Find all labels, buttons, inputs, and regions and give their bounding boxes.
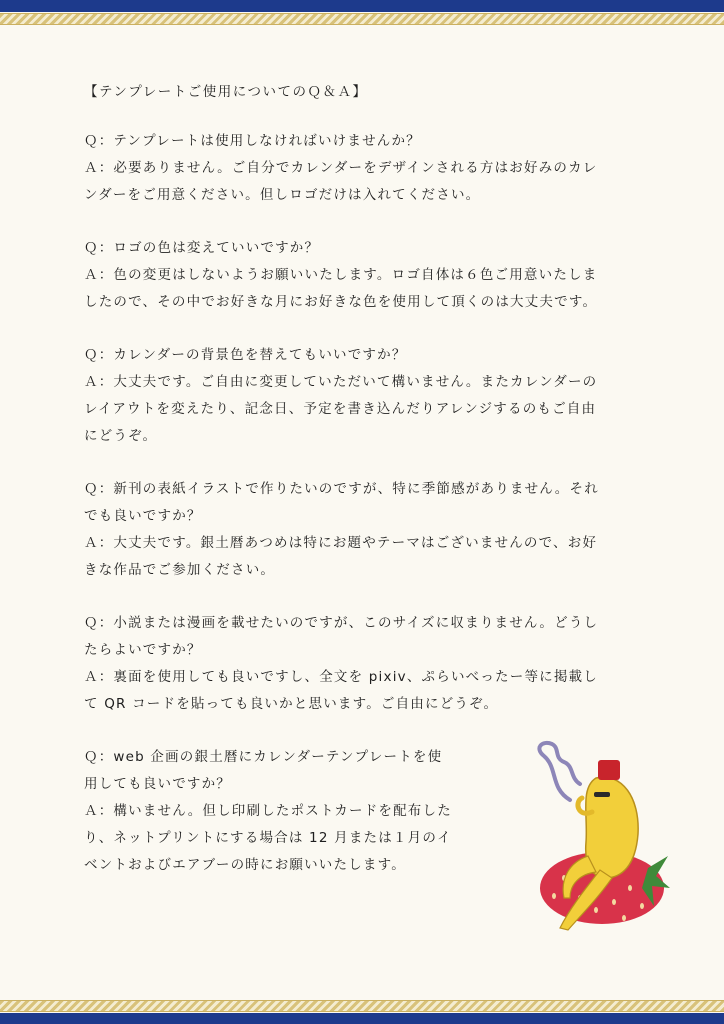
top-navy-band xyxy=(0,0,724,12)
qa-block-4 xyxy=(84,476,644,584)
qa-line: Ｑ：web 企画の銀土暦にカレンダーテンプレートを使 xyxy=(84,749,443,765)
qa-line: Ｑ：新刊の表紙イラストで作りたいのですが、特に季節感がありません。それ xyxy=(84,481,599,497)
page-title: 【テンプレートご使用についてのＱ＆Ａ】 xyxy=(84,84,368,100)
qa-line: Ｑ：ロゴの色は変えていいですか？ xyxy=(84,240,320,256)
qa-line: Ａ：大丈夫です。銀土暦あつめは特にお題やテーマはございませんので、お好 xyxy=(84,535,598,551)
qa-line: にどうぞ。 xyxy=(84,428,158,444)
bottom-navy-band xyxy=(0,1013,724,1024)
mayo-bottle-body xyxy=(586,777,638,878)
qa-line: り、ネットプリントにする場合は 12 月または１月のイ xyxy=(84,830,452,846)
qa-line: Ａ：必要ありません。ご自分でカレンダーをデザインされる方はお好みのカレ xyxy=(84,160,598,176)
smoke-swirl xyxy=(539,743,580,800)
qa-line: Ａ：裏面を使用しても良いですし、全文を pixiv、ぷらいべったー等に掲載し xyxy=(84,669,598,685)
mayonnaise-strawberry-illustration xyxy=(530,738,670,934)
qa-line: レイアウトを変えたり、記念日、予定を書き込んだりアレンジするのもご自由 xyxy=(84,401,597,417)
qa-line: 用しても良いですか？ xyxy=(84,776,231,792)
top-rope-border xyxy=(0,13,724,25)
qa-block-1 xyxy=(84,128,644,209)
qa-line: Ａ：大丈夫です。ご自由に変更していただいて構いません。またカレンダーの xyxy=(84,374,598,390)
bottle-cap xyxy=(598,760,620,780)
qa-line: たらよいですか？ xyxy=(84,642,202,658)
qa-line: Ｑ：テンプレートは使用しなければいけませんか？ xyxy=(84,133,421,149)
qa-line: Ｑ：小説または漫画を載せたいのですが、このサイズに収まりません。どうし xyxy=(84,615,599,631)
qa-line: Ａ：構いません。但し印刷したポストカードを配布した xyxy=(84,803,452,819)
qa-block-2 xyxy=(84,235,644,316)
qa-line: きな作品でご参加ください。 xyxy=(84,562,276,578)
qa-line: Ａ：色の変更はしないようお願いいたします。ロゴ自体は６色ご用意いたしま xyxy=(84,267,598,283)
sunglasses xyxy=(594,792,610,797)
qa-line: でも良いですか？ xyxy=(84,508,202,524)
qa-line: Ｑ：カレンダーの背景色を替えてもいいですか？ xyxy=(84,347,407,363)
qa-block-5 xyxy=(84,610,644,718)
qa-line: ンダーをご用意ください。但しロゴだけは入れてください。 xyxy=(84,187,481,203)
qa-line: て QR コードを貼っても良いかと思います。ご自由にどうぞ。 xyxy=(84,696,499,712)
bottom-rope-border xyxy=(0,1000,724,1012)
qa-line: ベントおよびエアブーの時にお願いいたします。 xyxy=(84,857,406,873)
qa-block-3 xyxy=(84,342,644,450)
qa-line: したので、その中でお好きな月にお好きな色を使用して頂くのは大丈夫です。 xyxy=(84,294,598,310)
